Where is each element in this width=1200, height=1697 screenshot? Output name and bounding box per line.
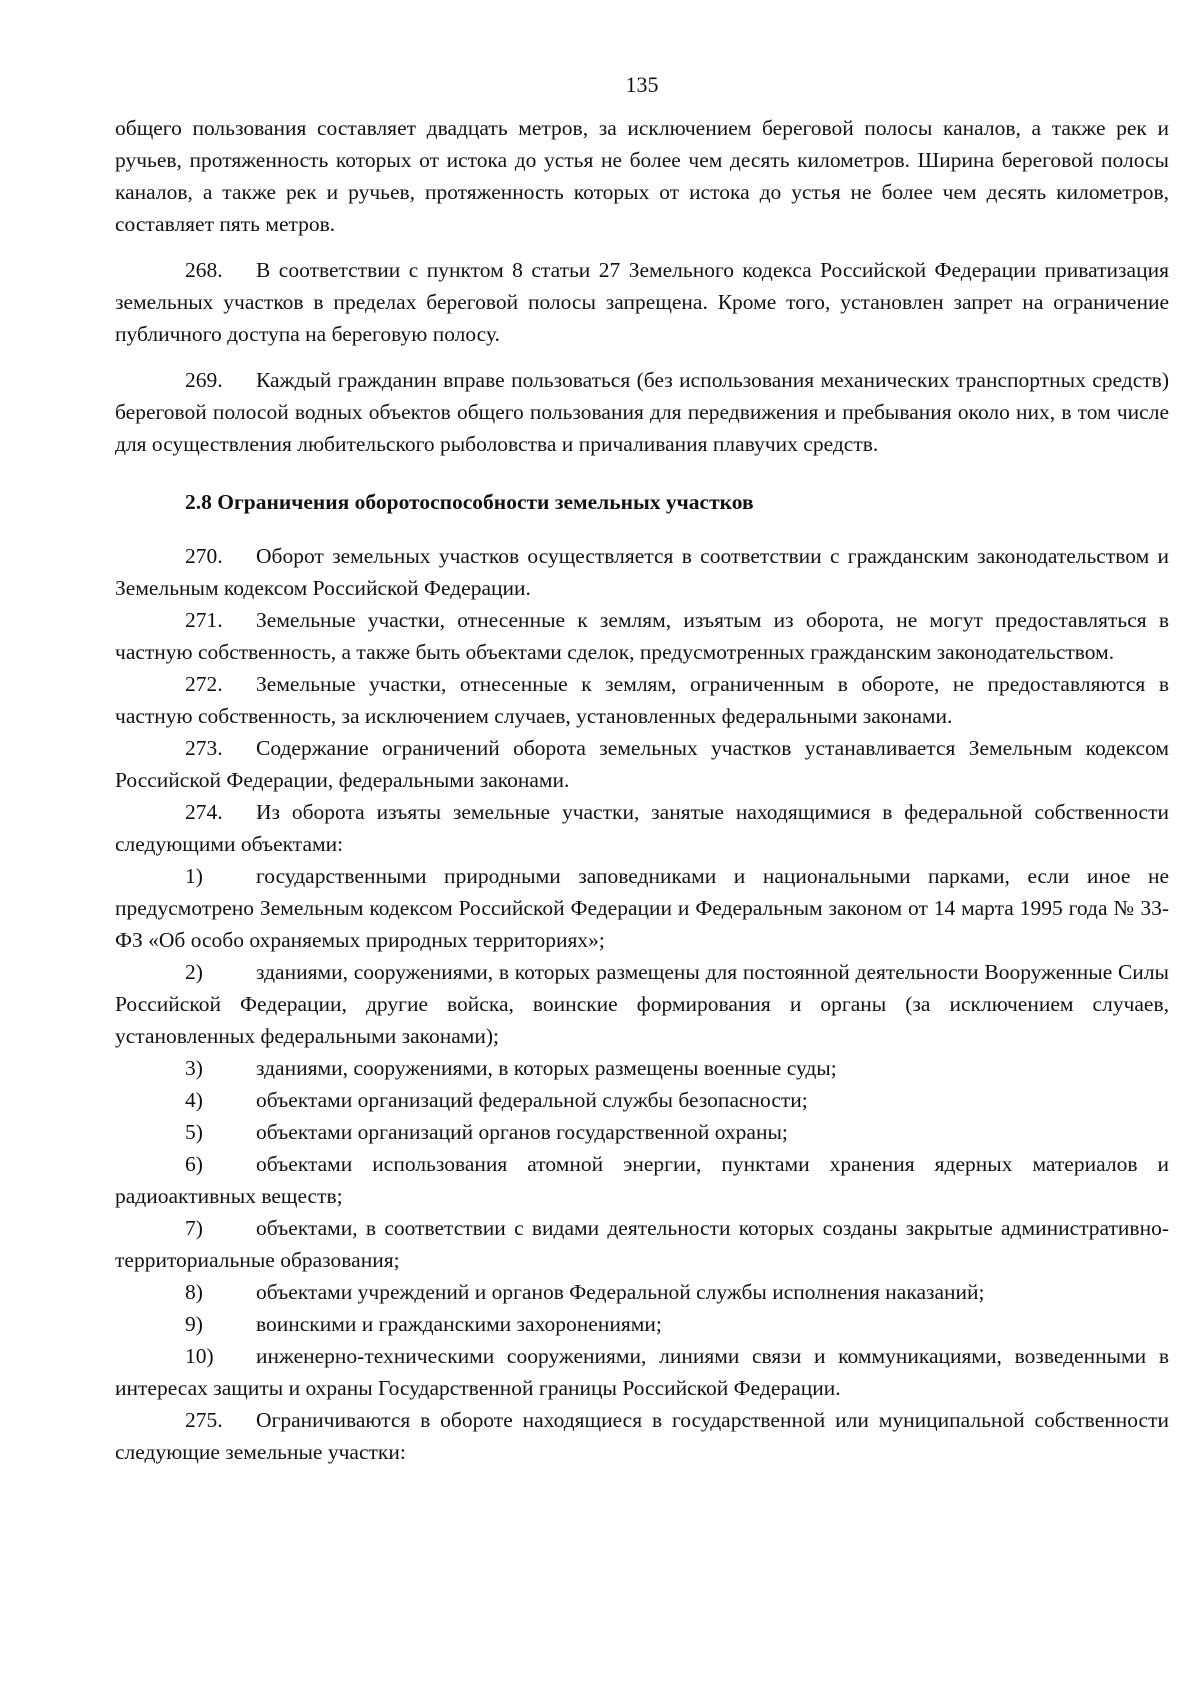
paragraph-number: 275. (185, 1408, 223, 1432)
list-item-number: 8) (185, 1280, 203, 1304)
paragraph-text: Содержание ограничений оборота земельных участков устанавливается Земельным кодексом Российской Федерации, федеральными законами. (115, 736, 1169, 792)
list-item-6 (115, 1148, 1169, 1212)
list-item-number: 3) (185, 1056, 203, 1080)
list-item-5 (115, 1116, 1169, 1148)
list-item-4 (115, 1084, 1169, 1116)
list-item-2 (115, 956, 1169, 1052)
list-item-9 (115, 1308, 1169, 1340)
list-item-3 (115, 1052, 1169, 1084)
paragraph-continuation (115, 112, 1169, 240)
list-item-8 (115, 1276, 1169, 1308)
paragraph-number: 269. (185, 368, 223, 392)
paragraph-text: Оборот земельных участков осуществляется в соответствии с гражданским законодательством и Земельным кодексом Российской Федерации. (115, 544, 1169, 600)
paragraph-number: 270. (185, 544, 223, 568)
paragraph-number: 268. (185, 258, 223, 282)
paragraph-number: 273. (185, 736, 223, 760)
list-item-text: объектами организаций органов государственной охраны; (256, 1120, 788, 1144)
paragraph-text: общего пользования составляет двадцать метров, за исключением береговой полосы каналов, а также рек и ручьев, протяженность которых от истока до устья не более чем десять километров. Ширина береговой полосы каналов, а также рек и ручьев, протяженность которых от истока до устья не более чем десять километров, составляет пять метров. (115, 116, 1169, 236)
list-item-number: 4) (185, 1088, 203, 1112)
paragraph-275 (115, 1404, 1169, 1468)
list-item-number: 10) (185, 1344, 214, 1368)
list-item-number: 9) (185, 1312, 203, 1336)
paragraph-text: Ограничиваются в обороте находящиеся в государственной или муниципальной собственности следующие земельные участки: (115, 1408, 1169, 1464)
list-item-number: 6) (185, 1152, 203, 1176)
document-page (115, 70, 1169, 1468)
list-item-text: государственными природными заповедниками и национальными парками, если иное не предусмотрено Земельным кодексом Российской Федерации и Федеральным законом от 14 марта 1995 года № 33-ФЗ «Об особо охраняемых природных территориях»; (115, 864, 1169, 952)
list-item-text: зданиями, сооружениями, в которых размещены для постоянной деятельности Вооруженные Силы Российской Федерации, другие войска, воинские формирования и органы (за исключением случаев, установленных федеральными законами); (115, 960, 1169, 1048)
paragraph-270 (115, 540, 1169, 604)
paragraph-271 (115, 604, 1169, 668)
section-heading: 2.8 Ограничения оборотоспособности земельных участков (185, 490, 754, 514)
paragraph-text: В соответствии с пунктом 8 статьи 27 Земельного кодекса Российской Федерации приватизация земельных участков в пределах береговой полосы запрещена. Кроме того, установлен запрет на ограничение публичного доступа на береговую полосу. (115, 258, 1169, 346)
list-item-7 (115, 1212, 1169, 1276)
paragraph-268 (115, 254, 1169, 350)
paragraph-272 (115, 668, 1169, 732)
page-number: 135 (625, 72, 659, 97)
list-item-number: 1) (185, 864, 203, 888)
paragraph-273 (115, 732, 1169, 796)
paragraph-text: Земельные участки, отнесенные к землям, ограниченным в обороте, не предоставляются в частную собственность, за исключением случаев, установленных федеральными законами. (115, 672, 1169, 728)
list-item-text: объектами, в соответствии с видами деятельности которых созданы закрытые административно-территориальные образования; (115, 1216, 1169, 1272)
list-item-1 (115, 860, 1169, 956)
list-item-text: объектами организаций федеральной службы безопасности; (256, 1088, 808, 1112)
paragraph-274 (115, 796, 1169, 860)
list-item-text: объектами использования атомной энергии, пунктами хранения ядерных материалов и радиоактивных веществ; (115, 1152, 1169, 1208)
list-item-number: 2) (185, 960, 203, 984)
paragraph-269 (115, 364, 1169, 460)
list-item-10 (115, 1340, 1169, 1404)
list-item-text: зданиями, сооружениями, в которых размещены военные суды; (256, 1056, 837, 1080)
list-item-text: воинскими и гражданскими захоронениями; (256, 1312, 662, 1336)
paragraph-text: Земельные участки, отнесенные к землям, изъятым из оборота, не могут предоставляться в частную собственность, а также быть объектами сделок, предусмотренных гражданским законодательством. (115, 608, 1169, 664)
list-item-text: объектами учреждений и органов Федеральной службы исполнения наказаний; (256, 1280, 985, 1304)
paragraph-text: Из оборота изъяты земельные участки, занятые находящимися в федеральной собственности следующими объектами: (115, 800, 1169, 856)
list-item-number: 5) (185, 1120, 203, 1144)
paragraph-number: 274. (185, 800, 223, 824)
paragraph-text: Каждый гражданин вправе пользоваться (без использования механических транспортных средств) береговой полосой водных объектов общего пользования для передвижения и пребывания около них, в том числе для осуществления любительского рыболовства и причаливания плавучих средств. (115, 368, 1169, 456)
list-item-number: 7) (185, 1216, 203, 1240)
paragraph-number: 272. (185, 672, 223, 696)
paragraph-number: 271. (185, 608, 223, 632)
list-item-text: инженерно-техническими сооружениями, линиями связи и коммуникациями, возведенными в интересах защиты и охраны Государственной границы Российской Федерации. (115, 1344, 1169, 1400)
